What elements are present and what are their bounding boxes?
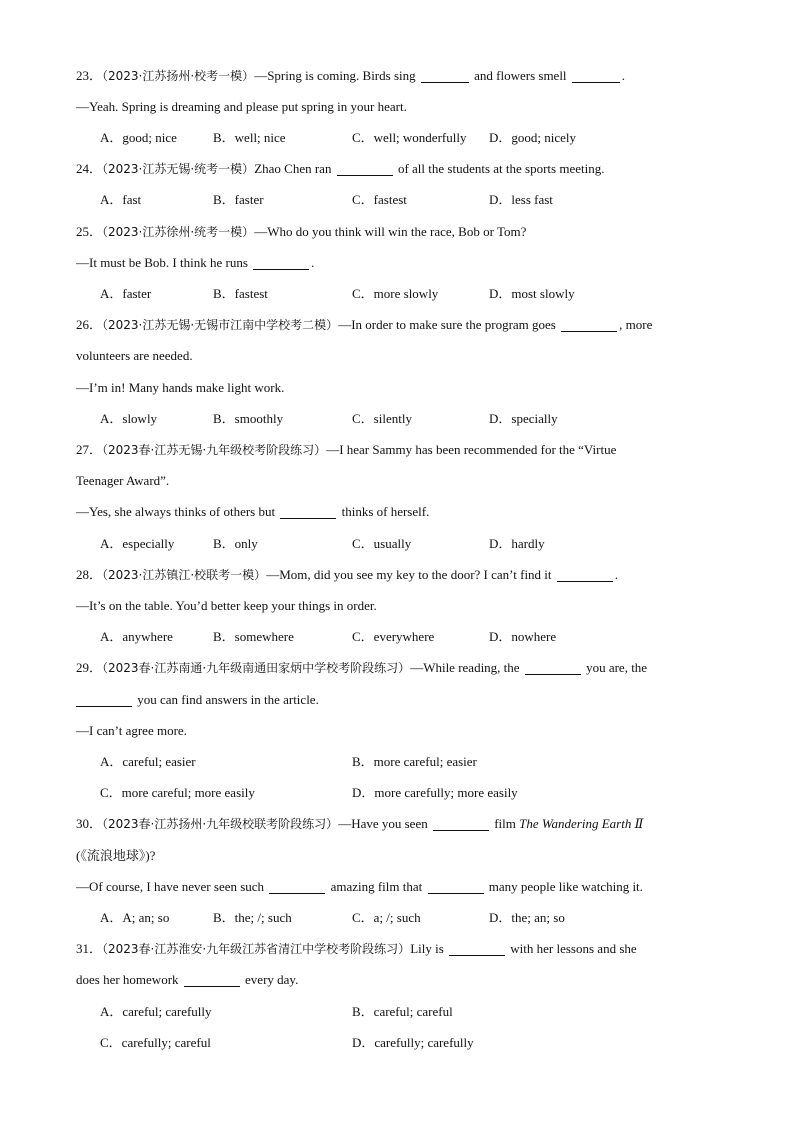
question-text: Zhao Chen ran [254, 161, 335, 176]
answer-blank [525, 660, 581, 675]
question-text: —While reading, the [410, 660, 523, 675]
question-text: —Yes, she always thinks of others but [76, 504, 279, 519]
option-d: D．most slowly [489, 286, 575, 301]
question-number: 27． [76, 442, 103, 457]
option-a: A．careful; carefully [100, 1004, 212, 1019]
question-number: 23． [76, 68, 103, 83]
question-source: （2023·江苏徐州·统考一模） [102, 225, 255, 239]
option-c: C．carefully; careful [100, 1035, 211, 1050]
question-24-options [100, 190, 700, 210]
question-29-options-row1 [100, 752, 700, 772]
question-source: （2023春·江苏淮安·九年级江苏省清江中学校考阶段练习） [102, 942, 411, 956]
question-29-line3: —I can’t agree more. [76, 723, 187, 738]
question-text: you can find answers in the article. [134, 692, 319, 707]
question-text: does her homework [76, 972, 182, 987]
answer-blank [449, 941, 505, 956]
question-27-line2: Teenager Award”. [76, 473, 170, 488]
question-29-stem [76, 658, 716, 678]
option-b: B．faster [213, 192, 264, 207]
answer-blank [428, 879, 484, 894]
option-d: D．good; nicely [489, 130, 577, 145]
option-b: B．the; /; such [213, 910, 292, 925]
question-text: —Mom, did you see my key to the door? I can’t find it [266, 567, 555, 582]
question-source: （2023·江苏无锡·统考一模） [102, 162, 255, 176]
question-29-options-row2 [100, 783, 700, 803]
option-c: C．a; /; such [352, 910, 421, 925]
question-source: （2023春·江苏南通·九年级南通田家炳中学校考阶段练习） [102, 661, 411, 675]
question-26-options [100, 409, 700, 429]
question-text: —Have you seen [338, 816, 431, 831]
question-25-options [100, 284, 700, 304]
question-text: thinks of herself. [338, 504, 430, 519]
question-27-stem [76, 440, 716, 460]
option-b: B．more careful; easier [352, 754, 477, 769]
question-text: and flowers smell [470, 68, 570, 83]
question-text: . [614, 567, 619, 582]
question-31-options-row1 [100, 1002, 700, 1022]
option-d: D．carefully; carefully [352, 1035, 474, 1050]
question-31-line2 [76, 970, 716, 990]
question-number: 28． [76, 567, 103, 582]
option-c: C．usually [352, 536, 412, 551]
question-30-line2: (《流浪地球》)? [76, 848, 156, 863]
question-31-stem [76, 939, 716, 959]
question-text: —I hear Sammy has been recommended for the “Virtue [326, 442, 617, 457]
question-26-stem [76, 315, 716, 335]
question-text: you are, the [582, 660, 648, 675]
answer-blank [572, 68, 620, 83]
question-26-line2: volunteers are needed. [76, 348, 193, 363]
film-title: The Wandering Earth Ⅱ [519, 816, 644, 831]
question-source: （2023·江苏镇江·校联考一模） [102, 568, 267, 582]
question-text: —Of course, I have never seen such [76, 879, 268, 894]
question-text: of all the students at the sports meeting. [394, 161, 605, 176]
option-a: A．anywhere [100, 629, 173, 644]
option-b: B．smoothly [213, 411, 284, 426]
question-number: 24． [76, 161, 103, 176]
question-number: 26． [76, 317, 103, 332]
option-a: A．A; an; so [100, 910, 170, 925]
question-text: every day. [241, 972, 299, 987]
option-c: C．silently [352, 411, 412, 426]
question-text: film [490, 816, 520, 831]
question-text: —Spring is coming. Birds sing [254, 68, 419, 83]
answer-blank [557, 567, 613, 582]
option-a: A．slowly [100, 411, 158, 426]
option-c: C．more careful; more easily [100, 785, 255, 800]
option-a: A．especially [100, 536, 175, 551]
question-text: with her lessons and she [507, 941, 637, 956]
question-30-line3 [76, 877, 716, 897]
question-30-options [100, 908, 700, 928]
option-d: D．less fast [489, 192, 553, 207]
answer-blank [433, 816, 489, 831]
option-d: D．more carefully; more easily [352, 785, 518, 800]
option-b: B．only [213, 536, 258, 551]
question-text: —Who do you think will win the race, Bob or Tom? [254, 224, 527, 239]
question-23-stem [76, 66, 716, 86]
question-source: （2023·江苏无锡·无锡市江南中学校考二模） [102, 318, 339, 332]
option-a: A．fast [100, 192, 142, 207]
question-29-line2 [76, 690, 716, 710]
answer-blank [561, 317, 617, 332]
answer-blank [280, 504, 336, 519]
answer-blank [269, 879, 325, 894]
question-text: . [621, 68, 626, 83]
option-a: A．faster [100, 286, 152, 301]
question-24-stem [76, 159, 716, 179]
question-31-options-row2 [100, 1033, 700, 1053]
option-a: A．good; nice [100, 130, 177, 145]
option-b: B．fastest [213, 286, 268, 301]
question-text: . [311, 255, 315, 270]
answer-blank [76, 692, 132, 707]
option-d: D．hardly [489, 536, 545, 551]
question-28-options [100, 627, 700, 647]
question-27-line3 [76, 502, 716, 522]
question-source: （2023·江苏扬州·校考一模） [102, 69, 255, 83]
question-27-options [100, 534, 700, 554]
option-c: C．well; wonderfully [352, 130, 467, 145]
answer-blank [337, 161, 393, 176]
question-text: —In order to make sure the program goes [338, 317, 560, 332]
option-a: A．careful; easier [100, 754, 196, 769]
question-text: , more [619, 317, 653, 332]
question-text: —It must be Bob. I think he runs [76, 255, 252, 270]
question-28-stem [76, 565, 716, 585]
question-number: 30． [76, 816, 103, 831]
question-number: 31． [76, 941, 103, 956]
question-text: Lily is [410, 941, 448, 956]
question-text: amazing film that [327, 879, 426, 894]
question-28-line2: —It’s on the table. You’d better keep your things in order. [76, 598, 377, 613]
option-d: D．specially [489, 411, 558, 426]
question-number: 25． [76, 224, 103, 239]
option-d: D．the; an; so [489, 910, 565, 925]
option-c: C．more slowly [352, 286, 439, 301]
question-source: （2023春·江苏扬州·九年级校联考阶段练习） [102, 817, 339, 831]
question-26-line3: —I’m in! Many hands make light work. [76, 380, 285, 395]
option-b: B．somewhere [213, 629, 294, 644]
question-25-stem [76, 222, 716, 242]
option-b: B．well; nice [213, 130, 286, 145]
answer-blank [184, 972, 240, 987]
question-number: 29． [76, 660, 103, 675]
option-c: C．fastest [352, 192, 407, 207]
question-text: many people like watching it. [485, 879, 643, 894]
question-source: （2023春·江苏无锡·九年级校考阶段练习） [102, 443, 327, 457]
option-b: B．careful; careful [352, 1004, 453, 1019]
question-30-stem [76, 814, 716, 834]
option-d: D．nowhere [489, 629, 557, 644]
answer-blank [421, 68, 469, 83]
question-25-line2 [76, 253, 716, 273]
option-c: C．everywhere [352, 629, 435, 644]
question-23-options [100, 128, 700, 148]
answer-blank [253, 255, 309, 270]
question-23-line2: —Yeah. Spring is dreaming and please put spring in your heart. [76, 99, 407, 114]
